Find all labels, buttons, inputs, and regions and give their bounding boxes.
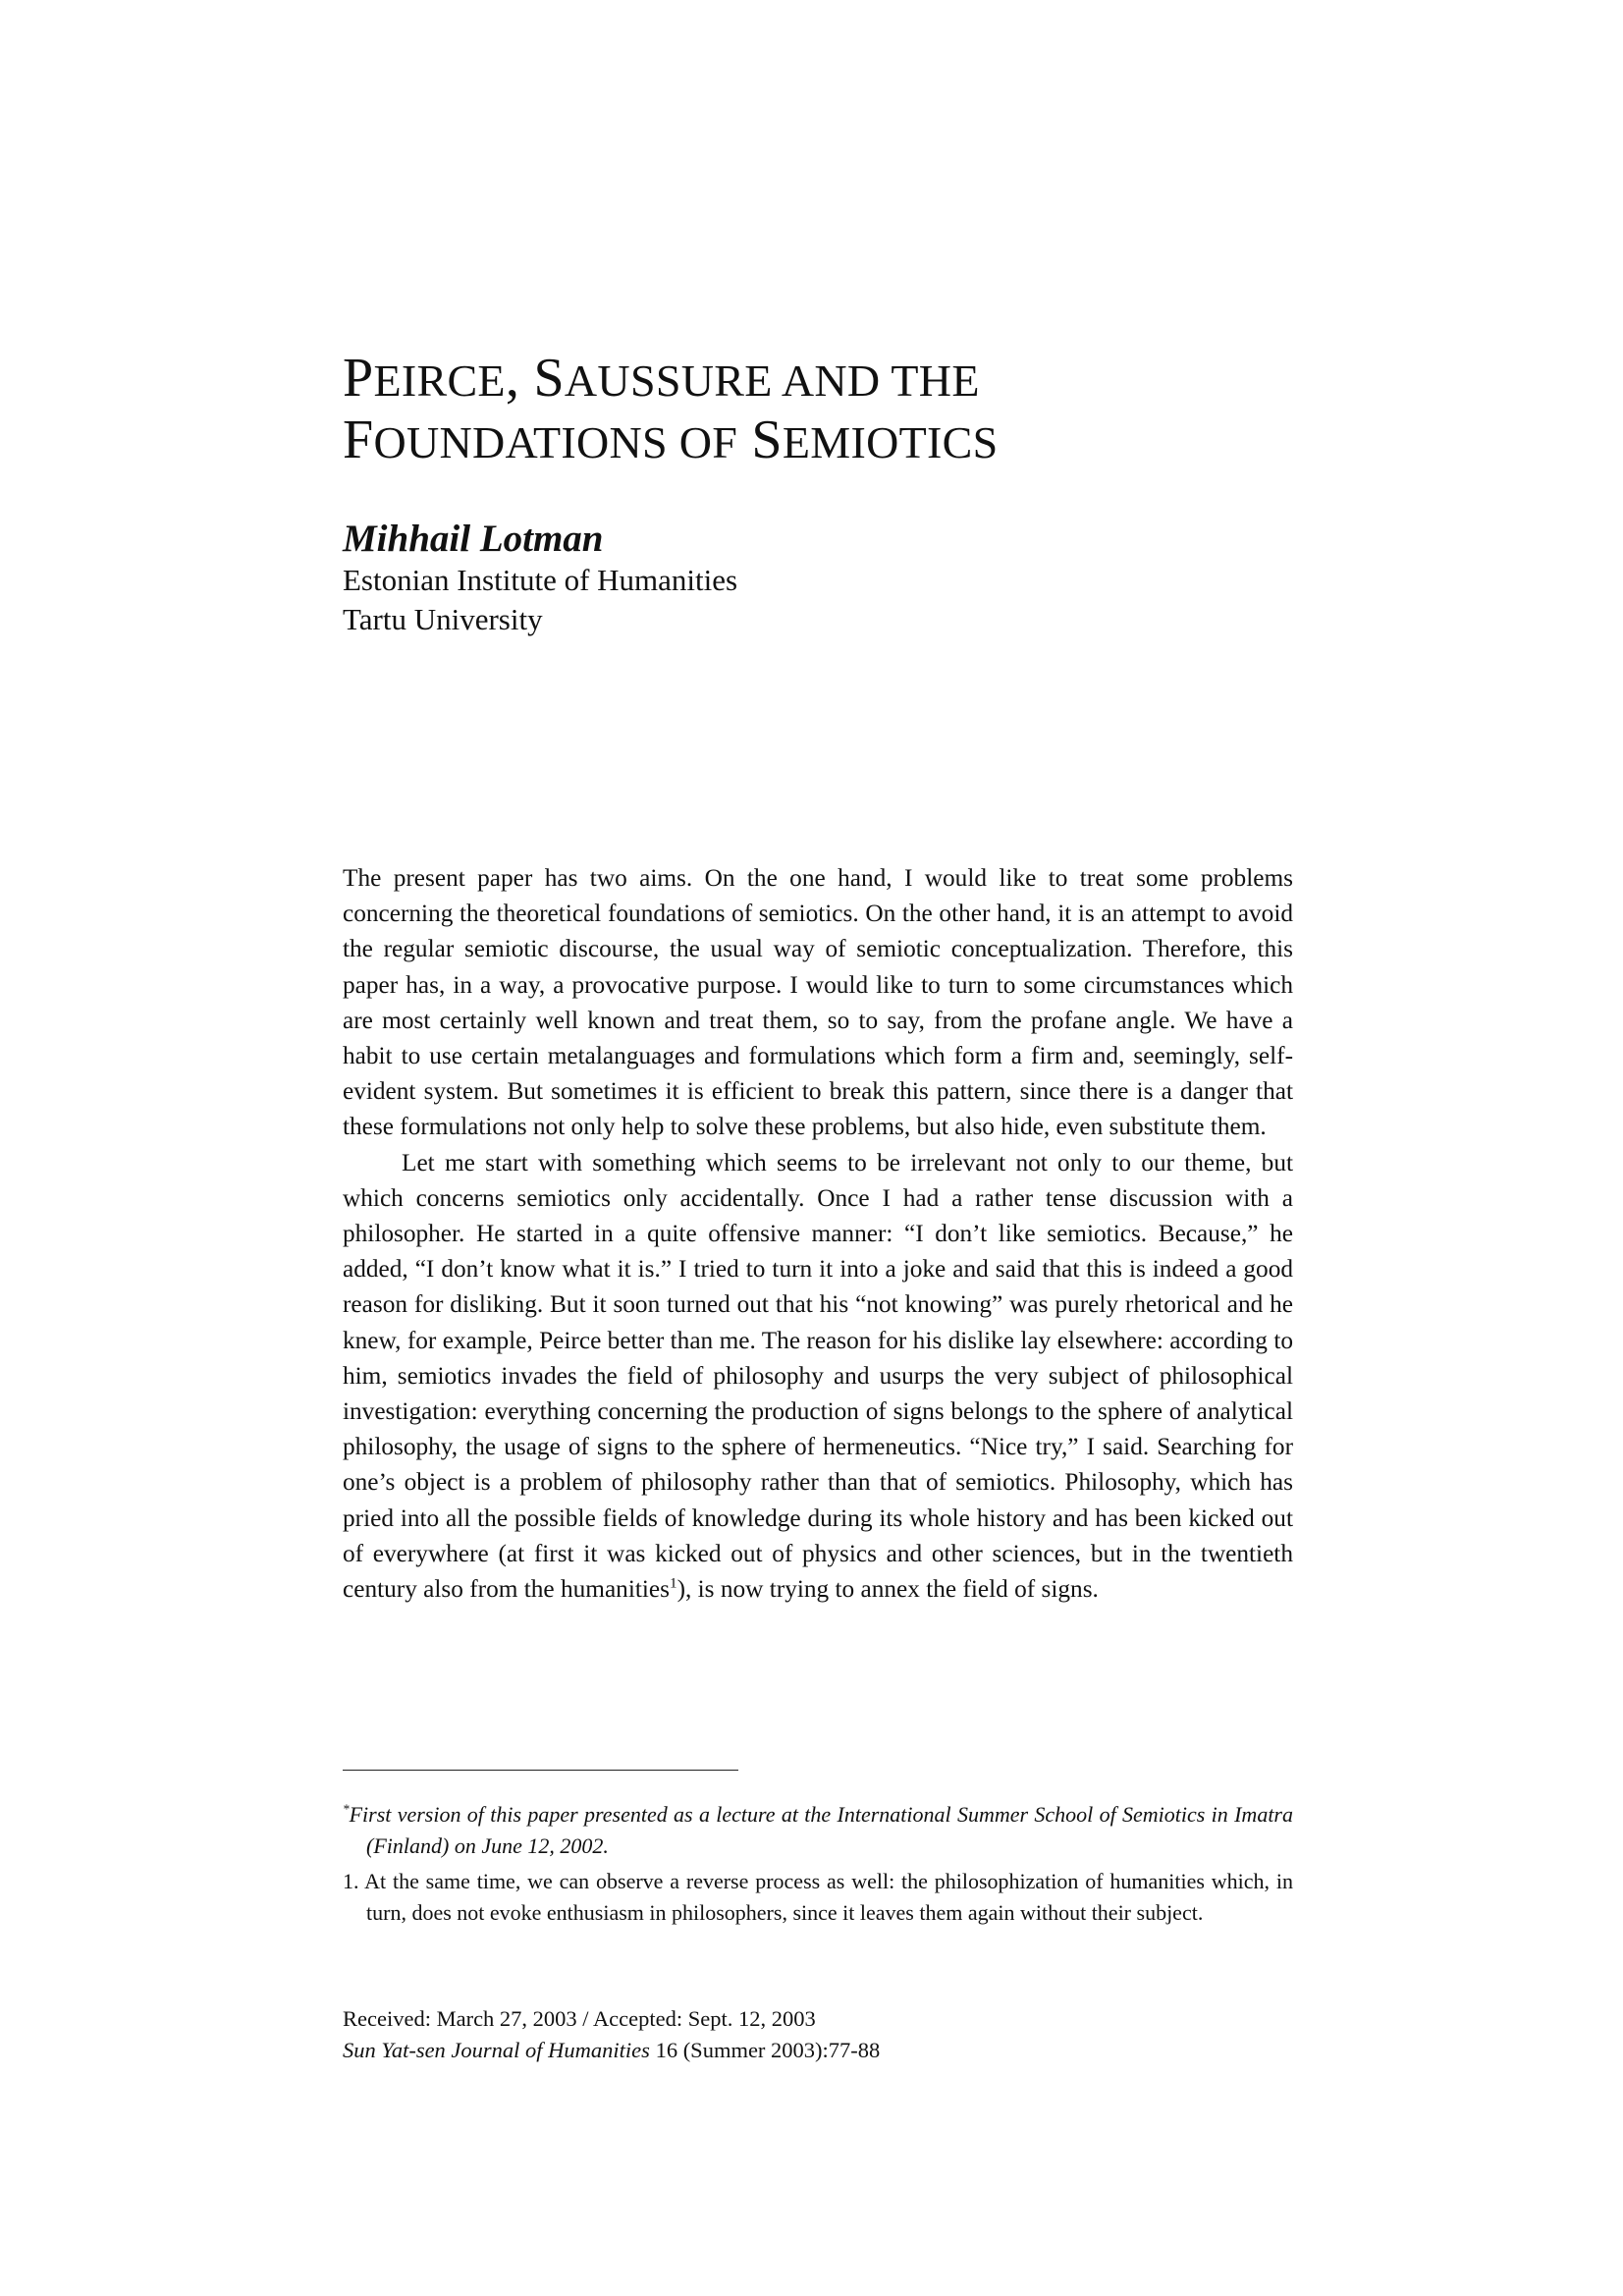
footnote-divider: [343, 1770, 738, 1771]
footnote-1: [343, 1866, 1293, 1929]
title-separator: [737, 410, 751, 470]
title-initial: S: [533, 348, 565, 409]
title-smallcaps: OUNDATIONS OF: [373, 417, 738, 467]
paragraph-2-text: Let me start with something which seems to be irrelevant not only to our theme, but which concerns semiotics only accidentally. Once I had a rather tense discussion with a philosopher. He started in a quite offensive manner: “I don’t like semiotics. Because,” he added, “I don’t know what it is.” I tried to turn it into a joke and said that this is indeed a good reason for disliking. But it soon turned out that his “not knowing” was purely rhetorical and he knew, for example, Peirce better than me. The reason for his dislike lay elsewhere: according to him, semiotics invades the field of philosophy and usurps the very subject of philosophical investigation: everything concerning the production of signs belongs to the sphere of analytical philosophy, the usage of signs to the sphere of hermeneutics. “Nice try,” I said. Searching for one’s object is a problem of philosophy rather than that of semiotics. Philosophy, which has pried into all the possible fields of knowledge during its whole history and has been kicked out of everywhere (at first it was kicked out of physics and other sciences, but in the twentieth century also from the humanities: [343, 1148, 1293, 1604]
title-smallcaps: EIRCE: [373, 355, 506, 406]
body-text: [343, 860, 1293, 1607]
title-smallcaps: EMIOTICS: [782, 417, 999, 467]
journal-issue: 16 (Summer 2003):77-88: [649, 2038, 881, 2062]
paragraph-2: [343, 1145, 1293, 1608]
footnote-1-text: At the same time, we can observe a reverse process as well: the philosophization of humanities which, in turn, does not evoke enthusiasm in philosophers, since it leaves them again without their subject.: [364, 1869, 1293, 1925]
paragraph-2-tail: ), is now trying to annex the field of signs.: [676, 1575, 1099, 1604]
footnotes: [343, 1799, 1293, 1950]
affiliation-university: Tartu University: [343, 602, 543, 636]
journal-citation: [343, 2035, 1293, 2066]
paper-title: [343, 349, 1293, 472]
publication-info: [343, 2003, 1293, 2066]
paragraph-1: The present paper has two aims. On the one hand, I would like to treat some problems concerning the theoretical foundations of semiotics. On the other hand, it is an attempt to avoid the regular semiotic discourse, the usual way of semiotic conceptualization. Therefore, this paper has, in a way, a provocative purpose. I would like to turn to some circumstances which are most certainly well known and treat them, so to say, from the profane angle. We have a habit to use certain metalanguages and formulations which form a firm and, seemingly, self-evident system. But sometimes it is efficient to break this pattern, since there is a danger that these formulations not only help to solve these problems, but also hide, even substitute them.: [343, 864, 1293, 1141]
title-block: [343, 349, 1293, 639]
footnote-star-mark: *: [343, 1801, 350, 1817]
title-separator: ,: [505, 348, 534, 409]
received-accepted-dates: Received: March 27, 2003 / Accepted: Sept. 12, 2003: [343, 2006, 816, 2031]
journal-name: Sun Yat-sen Journal of Humanities: [343, 2038, 650, 2062]
title-initial: S: [751, 410, 783, 470]
title-initial: F: [343, 410, 374, 470]
footnote-reference[interactable]: 1: [670, 1574, 677, 1592]
title-line-1: [343, 349, 1293, 410]
title-smallcaps: AUSSURE AND THE: [564, 355, 980, 406]
title-line-2: [343, 410, 1293, 472]
footnote-1-label: 1.: [343, 1869, 359, 1893]
author-name: Mihhail Lotman: [343, 518, 604, 560]
title-initial: P: [343, 348, 374, 409]
footnote-star-text: First version of this paper presented as a lecture at the International Summer School of Semiotics in Imatra (Finland) on June 12, 2002.: [349, 1802, 1293, 1858]
affiliation-institute: Estonian Institute of Humanities: [343, 563, 738, 597]
footnote-star: [343, 1799, 1293, 1862]
